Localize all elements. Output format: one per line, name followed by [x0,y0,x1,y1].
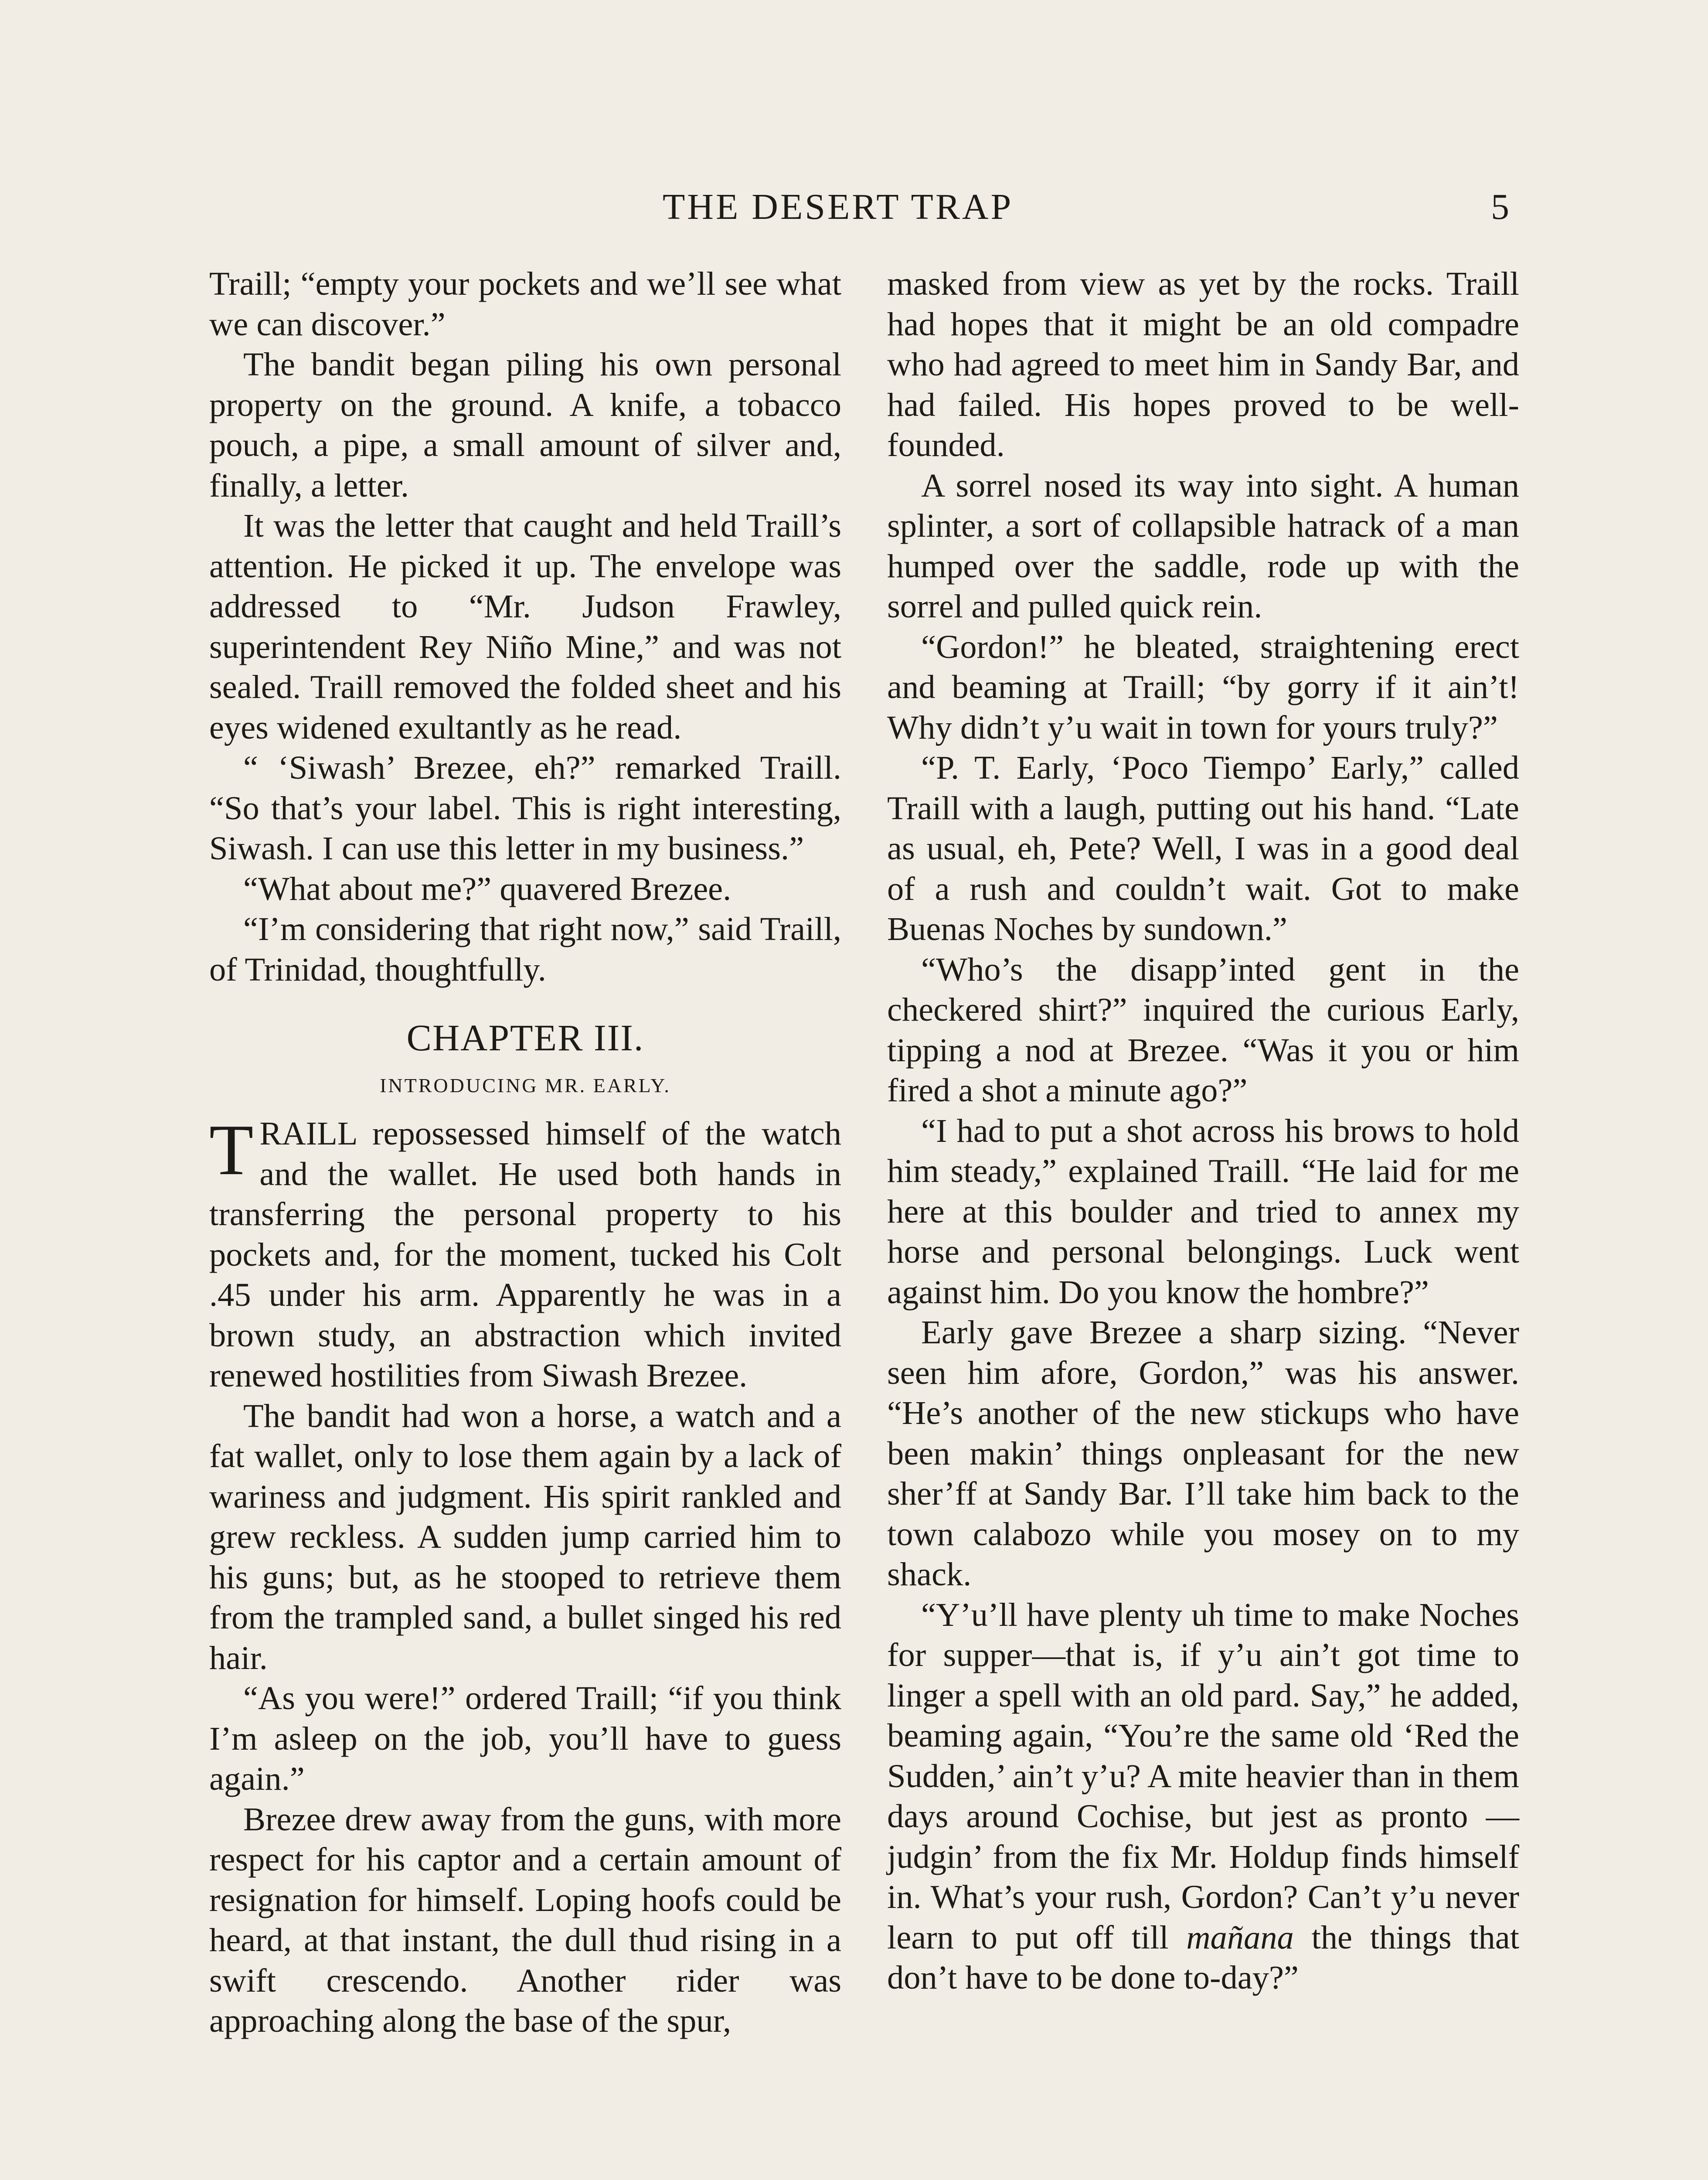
paragraph: “As you were!” ordered Traill; “if you think I’m asleep on the job, you’ll have to guess again.” [209,1679,841,1797]
paragraph: “I’m considering that right now,” said Traill, of Trinidad, thoughtfully. [209,910,841,988]
paragraph-text: “Y’u’ll have plenty uh time to make Noches for supper—that is, if y’u ain’t got time to linger a spell with an old pard. Say,” he added, beaming again, “You’re the same old ‘Red the Sudden,’ ain’t y’u? A mite heavier than in them days around Cochise, but jest as pronto —judgin’ from the fix Mr. Holdup finds himself in. What’s your rush, Gordon? Can’t y’u never learn to put off till [887,1596,1519,1956]
paragraph: A sorrel nosed its way into sight. A human splinter, a sort of collapsible hatrack of a man humped over the saddle, rode up with the sorrel and pulled quick rein. [887,467,1519,625]
paragraph: “Who’s the disapp’inted gent in the checkered shirt?” inquired the curious Early, tipping a nod at Brezee. “Was it you or him fired a shot a minute ago?” [887,950,1519,1109]
paragraph-text: the things that don’t have to be done to-day?” [887,1918,1520,1996]
right-column [887,264,1519,1998]
paragraph: “Gordon!” he bleated, straightening erect and beaming at Traill; “by gorry if it ain’t! Why didn’t y’u wait in town for yours truly?” [887,628,1519,746]
chapter-title: CHAPTER III. [406,1017,644,1059]
paragraph [887,1595,1519,1998]
paragraph: Brezee drew away from the guns, with more respect for his captor and a certain amount of resignation for himself. Loping hoofs could be heard, at that instant, the dull thud rising in a swift crescendo. Another rider was approaching along the base of the spur, [209,1800,841,2039]
paragraph: masked from view as yet by the rocks. Traill had hopes that it might be an old compadre who had agreed to meet him in Sandy Bar, and had failed. His hopes proved to be well-founded. [887,265,1519,463]
paragraph-text: RAILL repossessed himself of the watch and the wallet. He used both hands in transferring the personal property to his pockets and, for the moment, tucked his Colt .45 under his arm. Apparently he was in a brown study, an abstraction which invited renewed hostilities from Siwash Brezee. [209,1115,841,1394]
paragraph: The bandit began piling his own personal property on the ground. A knife, a tobacco pouch, a pipe, a small amount of silver and, finally, a letter. [209,346,841,504]
paragraph: Traill; “empty your pockets and we’ll see what we can discover.” [209,265,841,343]
page-number: 5 [1491,187,1509,227]
paragraph: “What about me?” quavered Brezee. [243,870,732,907]
paragraph: It was the letter that caught and held Traill’s attention. He picked it up. The envelope was addressed to “Mr. Judson Frawley, superintendent Rey Niño Mine,” and was not sealed. Traill removed the folded sheet and his eyes widened exultantly as he read. [209,507,841,746]
left-column [209,264,841,2041]
running-title: THE DESERT TRAP [663,187,1014,227]
paragraph: The bandit had won a horse, a watch and a fat wallet, only to lose them again by a lack of wariness and judgment. His spirit rankled and grew reckless. A sudden jump carried him to his guns; but, as he stooped to retrieve them from the trampled sand, a bullet singed his red hair. [209,1397,841,1676]
chapter-subtitle: INTRODUCING MR. EARLY. [380,1074,671,1097]
drop-cap: T [209,1110,254,1190]
paragraph [209,1110,841,1396]
paragraph: “ ‘Siwash’ Brezee, eh?” remarked Traill. “So that’s your label. This is right interesting, Siwash. I can use this letter in my business.” [209,749,841,867]
paragraph: “P. T. Early, ‘Poco Tiempo’ Early,” called Traill with a laugh, putting out his hand. “Late as usual, eh, Pete? Well, I was in a good deal of a rush and couldn’t wait. Got to make Buenas Noches by sundown.” [887,749,1519,947]
italic-word: mañana [1186,1918,1294,1956]
running-header [0,183,1708,231]
paragraph: “I had to put a shot across his brows to hold him steady,” explained Traill. “He laid for me here at this boulder and tried to annex my horse and personal belongings. Luck went against him. Do you know the hombre?” [887,1112,1519,1311]
paragraph: Early gave Brezee a sharp sizing. “Never seen him afore, Gordon,” was his answer. “He’s another of the new stickups who have been makin’ things onpleasant for the new sher’ff at Sandy Bar. I’ll take him back to the town calabozo while you mosey on to my shack. [887,1314,1519,1593]
